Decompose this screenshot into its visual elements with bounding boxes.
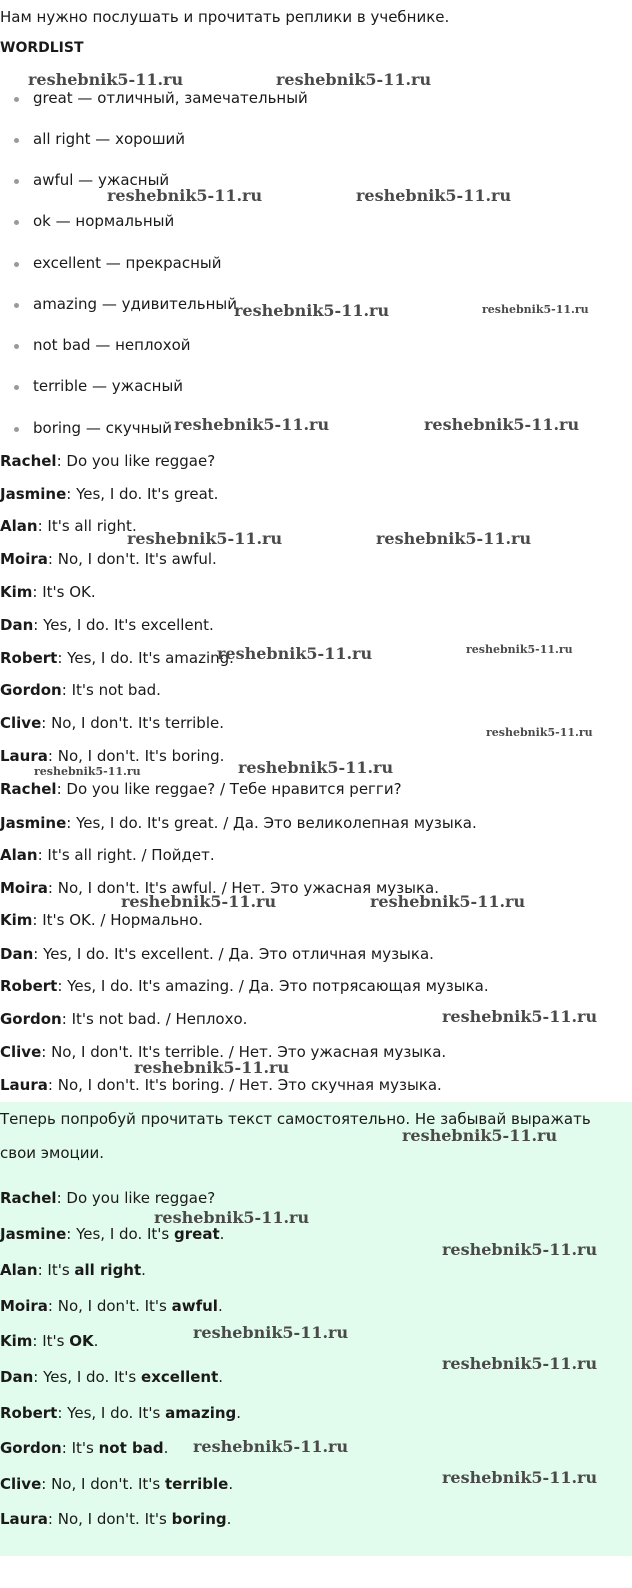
bullet-icon (14, 138, 19, 143)
translation-line: Alan: It's all right. / Пойдет. (0, 846, 215, 864)
emphasized-word: OK (69, 1332, 94, 1350)
watermark: reshebnik5-11.ru (276, 70, 432, 89)
bullet-icon (14, 303, 19, 308)
practice-line: Rachel: Do you like reggae? (0, 1189, 216, 1207)
bullet-icon (14, 427, 19, 432)
bullet-icon (14, 385, 19, 390)
wordlist-item: all right — хороший (33, 130, 186, 148)
translation-line: Moira: No, I don't. It's awful. / Нет. Это ужасная музыка. (0, 879, 439, 897)
line-text: It's (47, 1261, 75, 1279)
watermark: reshebnik5-11.ru (238, 758, 394, 777)
emphasized-word: amazing (165, 1404, 237, 1422)
watermark: reshebnik5-11.ru (107, 186, 263, 205)
line-punctuation: . (141, 1261, 146, 1279)
speaker-name: Alan (0, 517, 38, 535)
line-text: No, I don't. It's terrible. / Нет. Это ужасная музыка. (51, 1043, 447, 1061)
emphasized-word: boring (171, 1510, 227, 1528)
speaker-name: Jasmine (0, 814, 67, 832)
dialogue-line: Rachel: Do you like reggae? (0, 452, 216, 470)
practice-intro-continued: свои эмоции. (0, 1144, 104, 1162)
translation-line: Laura: No, I don't. It's boring. / Нет. Это скучная музыка. (0, 1076, 442, 1094)
emphasized-word: excellent (141, 1368, 219, 1386)
wordlist-item: awful — ужасный (33, 171, 170, 189)
line-text: Do you like reggae? (66, 1189, 216, 1207)
line-text: No, I don't. It's (57, 1510, 172, 1528)
line-text: Yes, I do. It's (43, 1368, 142, 1386)
practice-line: Alan: It's all right. (0, 1261, 146, 1279)
speaker-name: Gordon (0, 1010, 62, 1028)
line-text: It's all right. / Пойдет. (47, 846, 215, 864)
watermark: reshebnik5-11.ru (370, 892, 526, 911)
watermark: reshebnik5-11.ru (28, 70, 184, 89)
line-text: Do you like reggae? (66, 452, 216, 470)
emphasized-word: great (174, 1225, 220, 1243)
speaker-name: Dan (0, 1368, 34, 1386)
watermark: reshebnik5-11.ru (466, 643, 573, 656)
dialogue-line: Alan: It's all right. (0, 517, 137, 535)
watermark: reshebnik5-11.ru (442, 1240, 598, 1259)
line-text: It's OK. (42, 583, 96, 601)
line-punctuation: . (226, 1510, 232, 1528)
line-text: No, I don't. It's terrible. (51, 714, 224, 732)
watermark: reshebnik5-11.ru (217, 644, 373, 663)
line-punctuation: . (219, 1225, 225, 1243)
wordlist-heading: WORDLIST (0, 40, 84, 56)
practice-line: Jasmine: Yes, I do. It's great. (0, 1225, 225, 1243)
intro-text: Нам нужно послушать и прочитать реплики в учебнике. (0, 8, 450, 26)
emphasized-word: terrible (164, 1475, 229, 1493)
watermark: reshebnik5-11.ru (442, 1468, 598, 1487)
practice-line: Gordon: It's not bad. (0, 1439, 169, 1457)
speaker-name: Gordon (0, 1439, 62, 1457)
practice-line: Moira: No, I don't. It's awful. (0, 1297, 223, 1315)
dialogue-line: Clive: No, I don't. It's terrible. (0, 714, 224, 732)
line-text: Yes, I do. It's (67, 1404, 166, 1422)
speaker-name: Laura (0, 1510, 48, 1528)
line-punctuation: . (217, 1297, 223, 1315)
line-text: No, I don't. It's boring. (57, 747, 225, 765)
speaker-name: Laura (0, 747, 48, 765)
line-text: Yes, I do. It's amazing. / Да. Это потрясающая музыка. (67, 977, 489, 995)
dialogue-line: Laura: No, I don't. It's boring. (0, 747, 225, 765)
line-text: It's OK. / Нормально. (42, 911, 203, 929)
speaker-name: Jasmine (0, 485, 67, 503)
wordlist-item: terrible — ужасный (33, 377, 184, 395)
line-text: Yes, I do. It's great. (76, 485, 219, 503)
watermark: reshebnik5-11.ru (234, 301, 390, 320)
line-punctuation: . (93, 1332, 99, 1350)
translation-line: Robert: Yes, I do. It's amazing. / Да. Это потрясающая музыка. (0, 977, 489, 995)
watermark: reshebnik5-11.ru (134, 1058, 290, 1077)
line-text: Yes, I do. It's excellent. / Да. Это отличная музыка. (43, 945, 434, 963)
practice-line: Clive: No, I don't. It's terrible. (0, 1475, 234, 1493)
speaker-name: Moira (0, 550, 48, 568)
wordlist-item: great — отличный, замечательный (33, 89, 308, 107)
speaker-name: Kim (0, 1332, 33, 1350)
line-text: Yes, I do. It's excellent. (43, 616, 214, 634)
emphasized-word: not bad (98, 1439, 164, 1457)
line-text: Do you like reggae? / Тебе нравится регги? (66, 780, 402, 798)
watermark: reshebnik5-11.ru (442, 1007, 598, 1026)
speaker-name: Laura (0, 1076, 48, 1094)
watermark: reshebnik5-11.ru (402, 1126, 558, 1145)
watermark: reshebnik5-11.ru (486, 726, 593, 739)
speaker-name: Kim (0, 583, 33, 601)
speaker-name: Rachel (0, 780, 57, 798)
speaker-name: Rachel (0, 452, 57, 470)
watermark: reshebnik5-11.ru (193, 1437, 349, 1456)
bullet-icon (14, 262, 19, 267)
speaker-name: Moira (0, 879, 48, 897)
speaker-name: Alan (0, 846, 38, 864)
line-text: It's (42, 1332, 70, 1350)
practice-line: Kim: It's OK. (0, 1332, 99, 1350)
watermark: reshebnik5-11.ru (34, 765, 141, 778)
bullet-icon (14, 220, 19, 225)
dialogue-line: Gordon: It's not bad. (0, 681, 161, 699)
line-punctuation: . (236, 1404, 242, 1422)
speaker-name: Robert (0, 1404, 58, 1422)
line-text: It's not bad. (71, 681, 161, 699)
speaker-name: Clive (0, 1043, 42, 1061)
speaker-name: Jasmine (0, 1225, 67, 1243)
watermark: reshebnik5-11.ru (154, 1208, 310, 1227)
practice-line: Laura: No, I don't. It's boring. (0, 1510, 232, 1528)
bullet-icon (14, 97, 19, 102)
watermark: reshebnik5-11.ru (127, 529, 283, 548)
line-text: No, I don't. It's awful. (57, 550, 217, 568)
line-punctuation: . (163, 1439, 169, 1457)
watermark: reshebnik5-11.ru (356, 186, 512, 205)
speaker-name: Rachel (0, 1189, 57, 1207)
line-text: It's all right. (47, 517, 137, 535)
speaker-name: Alan (0, 1261, 38, 1279)
line-text: Yes, I do. It's (76, 1225, 175, 1243)
translation-line: Rachel: Do you like reggae? / Тебе нравится регги? (0, 780, 402, 798)
emphasized-word: all right (74, 1261, 142, 1279)
watermark: reshebnik5-11.ru (442, 1354, 598, 1373)
watermark: reshebnik5-11.ru (174, 415, 330, 434)
wordlist-item: not bad — неплохой (33, 336, 191, 354)
line-text: No, I don't. It's (51, 1475, 165, 1493)
practice-line: Dan: Yes, I do. It's excellent. (0, 1368, 224, 1386)
line-punctuation: . (218, 1368, 224, 1386)
wordlist-item: ok — нормальный (33, 212, 175, 230)
speaker-name: Robert (0, 977, 58, 995)
speaker-name: Kim (0, 911, 33, 929)
translation-line: Dan: Yes, I do. It's excellent. / Да. Это отличная музыка. (0, 945, 434, 963)
dialogue-line: Dan: Yes, I do. It's excellent. (0, 616, 214, 634)
translation-line: Gordon: It's not bad. / Неплохо. (0, 1010, 248, 1028)
wordlist-item: boring — скучный (33, 419, 173, 437)
line-text: No, I don't. It's awful. / Нет. Это ужасная музыка. (57, 879, 439, 897)
line-text: It's not bad. / Неплохо. (71, 1010, 248, 1028)
line-text: No, I don't. It's (57, 1297, 172, 1315)
speaker-name: Clive (0, 714, 42, 732)
dialogue-line: Kim: It's OK. (0, 583, 96, 601)
wordlist-item: amazing — удивительный (33, 295, 237, 313)
line-text: Yes, I do. It's great. / Да. Это великолепная музыка. (76, 814, 477, 832)
dialogue-line: Moira: No, I don't. It's awful. (0, 550, 217, 568)
dialogue-line: Jasmine: Yes, I do. It's great. (0, 485, 219, 503)
speaker-name: Dan (0, 616, 34, 634)
watermark: reshebnik5-11.ru (121, 892, 277, 911)
watermark: reshebnik5-11.ru (376, 529, 532, 548)
line-text: It's (71, 1439, 99, 1457)
watermark: reshebnik5-11.ru (424, 415, 580, 434)
bullet-icon (14, 179, 19, 184)
speaker-name: Dan (0, 945, 34, 963)
line-text: No, I don't. It's boring. / Нет. Это скучная музыка. (57, 1076, 442, 1094)
translation-line: Jasmine: Yes, I do. It's great. / Да. Это великолепная музыка. (0, 814, 477, 832)
practice-line: Robert: Yes, I do. It's amazing. (0, 1404, 242, 1422)
translation-line: Clive: No, I don't. It's terrible. / Нет. Это ужасная музыка. (0, 1043, 447, 1061)
line-punctuation: . (228, 1475, 234, 1493)
speaker-name: Robert (0, 649, 58, 667)
speaker-name: Clive (0, 1475, 42, 1493)
wordlist-item: excellent — прекрасный (33, 254, 222, 272)
practice-intro: Теперь попробуй прочитать текст самостоятельно. Не забывай выражать (0, 1110, 591, 1128)
bullet-icon (14, 344, 19, 349)
dialogue-line: Robert: Yes, I do. It's amazing. (0, 649, 234, 667)
speaker-name: Gordon (0, 681, 62, 699)
emphasized-word: awful (171, 1297, 218, 1315)
line-text: Yes, I do. It's amazing. (67, 649, 234, 667)
watermark: reshebnik5-11.ru (482, 303, 589, 316)
watermark: reshebnik5-11.ru (193, 1323, 349, 1342)
speaker-name: Moira (0, 1297, 48, 1315)
translation-line: Kim: It's OK. / Нормально. (0, 911, 203, 929)
